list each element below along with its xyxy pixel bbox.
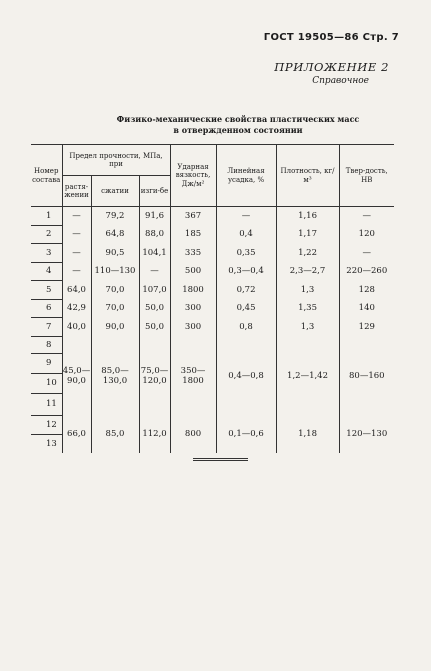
cell-tension: —: [62, 262, 91, 281]
cell-bending: 104,1: [139, 244, 170, 263]
cell-tension: —: [62, 207, 91, 226]
cell-density: 1,17: [276, 225, 339, 244]
cell-shrinkage: 0,3—0,4: [216, 262, 276, 281]
reference-label: Справочное: [312, 76, 369, 86]
cell-impact: 350—1800: [170, 336, 216, 415]
header-shrinkage: Линейная усадка, %: [216, 145, 276, 207]
cell-compression: 90,5: [91, 244, 139, 263]
table-row: [31, 415, 394, 434]
table-title-line-2: в отвержденном состоянии: [173, 125, 303, 135]
cell-density: 2,3—2,7: [276, 262, 339, 281]
header-bending: изги-бе: [139, 176, 170, 207]
cell-hardness: 128: [339, 281, 394, 300]
row-number: 5: [31, 281, 62, 300]
cell-density: 1,18: [276, 415, 339, 453]
cell-density: 1,35: [276, 299, 339, 318]
header-strength-group: Предел прочности, МПа, при: [62, 145, 170, 176]
row-number: 8: [31, 336, 62, 353]
table-row: [31, 281, 394, 300]
table-row: [31, 207, 394, 226]
cell-hardness: —: [339, 244, 394, 263]
cell-bending: 88,0: [139, 225, 170, 244]
end-rule-divider: [193, 458, 248, 461]
row-number: 4: [31, 262, 62, 281]
table-body: [31, 207, 394, 453]
row-number: 6: [31, 299, 62, 318]
cell-impact: 1800: [170, 281, 216, 300]
table-title: [108, 114, 368, 136]
row-number: 7: [31, 318, 62, 337]
cell-impact: 300: [170, 318, 216, 337]
row-number: 2: [31, 225, 62, 244]
row-number: 1: [31, 207, 62, 226]
cell-impact: 300: [170, 299, 216, 318]
table-row: [31, 336, 394, 353]
table-row: [31, 244, 394, 263]
cell-compression: 79,2: [91, 207, 139, 226]
row-number: 13: [46, 438, 57, 449]
row-number: 9: [31, 353, 62, 373]
cell-impact: 185: [170, 225, 216, 244]
cell-shrinkage: 0,8: [216, 318, 276, 337]
table-row: [31, 318, 394, 337]
cell-bending: 75,0—120,0: [139, 336, 170, 415]
table-row: [31, 299, 394, 318]
page-header: ГОСТ 19505—86 Стр. 7: [263, 32, 399, 43]
cell-shrinkage: 0,4: [216, 225, 276, 244]
cell-hardness: —: [339, 207, 394, 226]
cell-hardness: 220—260: [339, 262, 394, 281]
cell-tension: 66,0: [62, 415, 91, 453]
cell-hardness: 120: [339, 225, 394, 244]
header-density: Плотность, кг/м³: [276, 145, 339, 207]
cell-density: 1,3: [276, 318, 339, 337]
cell-bending: 112,0: [139, 415, 170, 453]
cell-compression: 85,0—130,0: [91, 336, 139, 415]
header-impact: Ударная вязкость, Дж/м²: [170, 145, 216, 207]
header-tension: растя-жении: [62, 176, 91, 207]
cell-shrinkage: 0,4—0,8: [216, 336, 276, 415]
header-hardness: Твер-дость, НВ: [339, 145, 394, 207]
table-row: [31, 225, 394, 244]
cell-impact: 800: [170, 415, 216, 453]
cell-bending: 50,0: [139, 299, 170, 318]
row-number: 10: [31, 373, 62, 393]
cell-density: 1,22: [276, 244, 339, 263]
cell-impact: 335: [170, 244, 216, 263]
cell-bending: —: [139, 262, 170, 281]
cell-hardness: 140: [339, 299, 394, 318]
table-title-line-1: Физико-механические свойства пластических масс: [116, 114, 360, 124]
cell-tension: 42,9: [62, 299, 91, 318]
cell-compression: 70,0: [91, 281, 139, 300]
row-number: 3: [31, 244, 62, 263]
cell-bending: 107,0: [139, 281, 170, 300]
cell-shrinkage: 0,72: [216, 281, 276, 300]
cell-tension: —: [62, 225, 91, 244]
cell-tension: 40,0: [62, 318, 91, 337]
cell-shrinkage: 0,1—0,6: [216, 415, 276, 453]
properties-table: [31, 144, 394, 453]
row-number: 12: [31, 415, 62, 434]
cell-hardness: 80—160: [339, 336, 394, 415]
header-number: Номер состава: [32, 167, 61, 184]
row-number: 11: [46, 399, 57, 409]
cell-density: 1,16: [276, 207, 339, 226]
cell-tension: 64,0: [62, 281, 91, 300]
cell-shrinkage: 0,45: [216, 299, 276, 318]
cell-compression: 70,0: [91, 299, 139, 318]
cell-impact: 367: [170, 207, 216, 226]
cell-compression: 90,0: [91, 318, 139, 337]
cell-shrinkage: 0,35: [216, 244, 276, 263]
table-row: [31, 262, 394, 281]
header-compression: сжатии: [91, 176, 139, 207]
cell-hardness: 129: [339, 318, 394, 337]
cell-compression: 85,0: [91, 415, 139, 453]
cell-compression: 64,8: [91, 225, 139, 244]
cell-bending: 91,6: [139, 207, 170, 226]
cell-tension: —: [62, 244, 91, 263]
cell-density: 1,3: [276, 281, 339, 300]
cell-tension: 45,0—90,0: [62, 336, 91, 415]
appendix-label: ПРИЛОЖЕНИЕ 2: [274, 60, 389, 74]
cell-impact: 500: [170, 262, 216, 281]
table-header: [31, 145, 394, 207]
cell-compression: 110—130: [91, 262, 139, 281]
cell-hardness: 120—130: [339, 415, 394, 453]
cell-density: 1,2—1,42: [276, 336, 339, 415]
cell-shrinkage: —: [216, 207, 276, 226]
cell-bending: 50,0: [139, 318, 170, 337]
